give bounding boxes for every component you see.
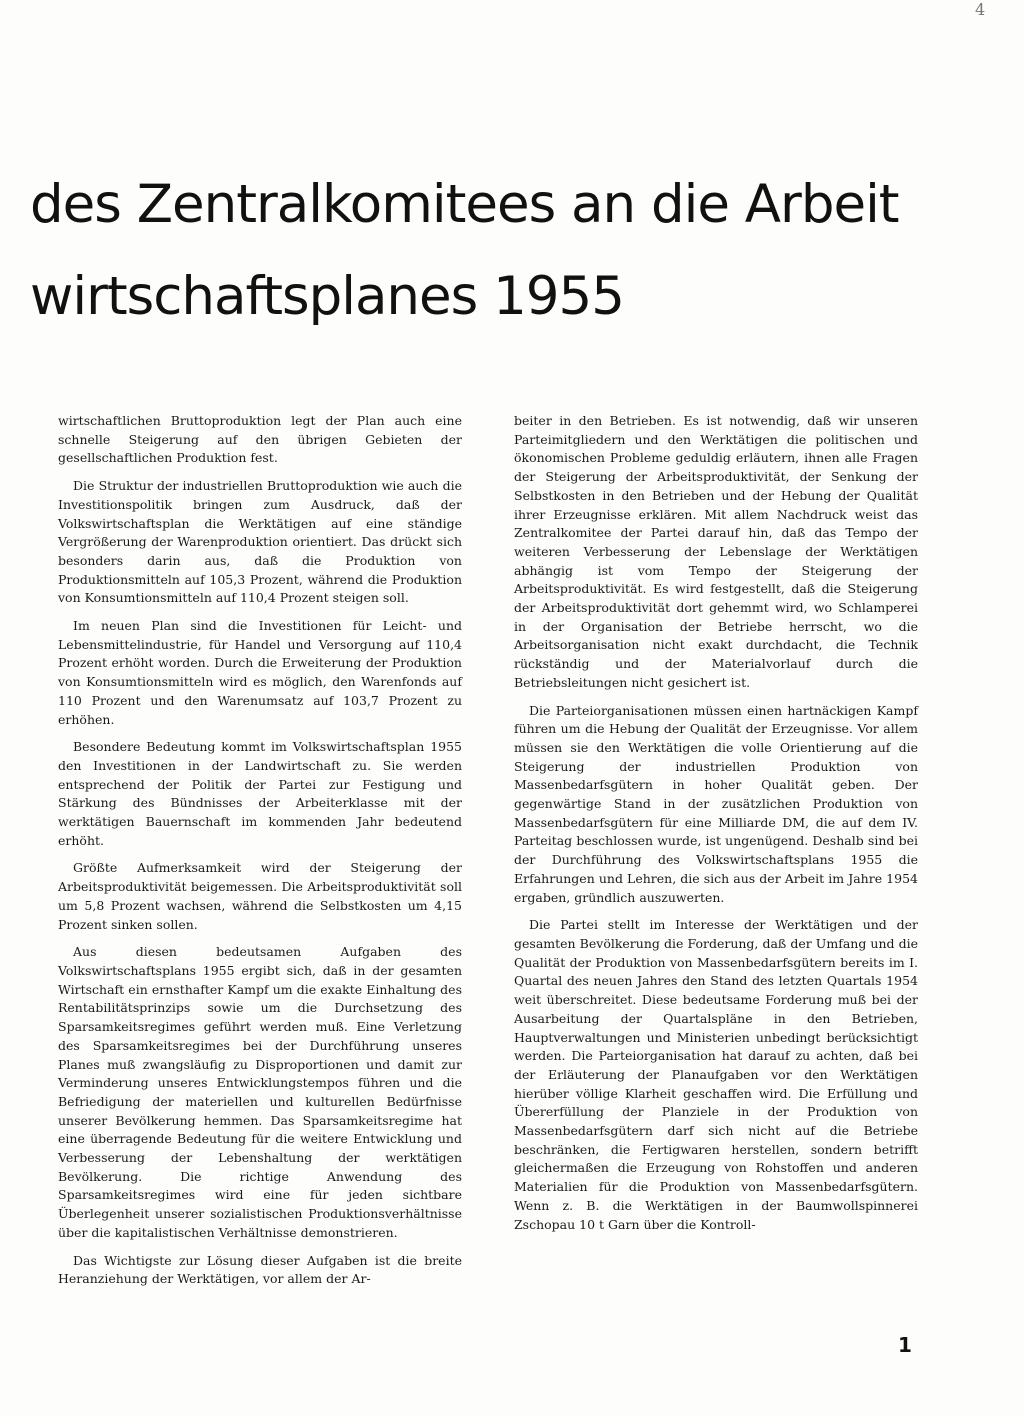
- page-number: 1: [898, 1333, 912, 1357]
- right-paragraph-2: Die Parteiorganisationen müssen einen hartnäckigen Kampf führen um die Hebung der Qualität der Erzeugnisse. Vor allem müssen sie den Werktätigen die volle Orientierung auf die Steigerung der industriellen Produktion von Massenbedarfsgütern in hoher Qualität geben. Der gegenwärtige Stand in der zusätzlichen Produktion von Massenbedarfsgütern für eine Milliarde DM, die auf dem IV. Parteitag beschlossen wurde, ist ungenügend. Deshalb sind bei der Durchführung des Volkswirtschaftsplans 1955 die Erfahrungen und Lehren, die sich aus der Arbeit im Jahre 1954 ergaben, gründlich auszuwerten.: [514, 702, 918, 905]
- left-paragraph-6: Aus diesen bedeutsamen Aufgaben des Volkswirtschaftsplans 1955 ergibt sich, daß in der gesamten Wirtschaft ein ernsthafter Kampf um die exakte Einhaltung des Rentabilitätsprinzips sowie um die Durchsetzung des Sparsamkeitsregimes geführt werden muß. Eine Verletzung des Sparsamkeitsregimes bei der Durchführung unseres Planes muß zwangsläufig zu Disproportionen und damit zur Verminderung unseres Entwicklungstempos führen und die Befriedigung der materiellen und kulturellen Bedürfnisse unserer Bevölkerung hemmen. Das Sparsamkeitsregime hat eine überragende Bedeutung für die weitere Entwicklung und Verbesserung der Lebenshaltung der werktätigen Bevölkerung. Die richtige Anwendung des Sparsamkeitsregimes wird eine für jeden sichtbare Überlegenheit unserer sozialistischen Produktionsverhältnisse über die kapitalistischen Verhältnisse demonstrieren.: [58, 944, 462, 1240]
- left-paragraph-4: Besondere Bedeutung kommt im Volkswirtschaftsplan 1955 den Investitionen in der Landwirtschaft zu. Sie werden entsprechend der Politik der Partei zur Festigung und Stärkung des Bündnisses der Arbeiterklasse mit der werktätigen Bauernschaft im kommenden Jahr bedeutend erhöht.: [58, 739, 462, 848]
- headline-line-2: wirtschaftsplanes 1955: [30, 266, 624, 327]
- right-paragraph-3: Die Partei stellt im Interesse der Werktätigen und der gesamten Bevölkerung die Forderung, daß der Umfang und die Qualität der Produktion von Massenbedarfsgütern bereits im I. Quartal des neuen Jahres den Stand des letzten Quartals 1954 weit überschreitet. Diese bedeutsame Forderung muß bei der Ausarbeitung der Quartalspläne in den Betrieben, Hauptverwaltungen und Ministerien unbedingt berücksichtigt werden. Die Parteiorganisation hat darauf zu achten, daß bei der Erläuterung der Planaufgaben vor den Werktätigen hierüber völlige Klarheit geschaffen wird. Die Erfüllung und Übererfüllung der Planziele in der Produktion von Massenbedarfsgütern darf sich nicht auf die Betriebe beschränken, die Fertigwaren herstellen, sondern betrifft gleichermaßen die Erzeugung von Rohstoffen und anderen Materialien für die Produktion von Massenbedarfsgütern. Wenn z. B. die Werktätigen in der Baumwollspinnerei Zschopau 10 t Garn über die Kontroll-: [514, 917, 918, 1232]
- right-paragraph-1: beiter in den Betrieben. Es ist notwendig, daß wir unseren Parteimitgliedern und den Werktätigen die politischen und ökonomischen Probleme geduldig erläutern, ihnen alle Fragen der Steigerung der Arbeitsproduktivität, der Senkung der Selbstkosten in den Betrieben und der Hebung der Qualität ihrer Erzeugnisse erklären. Mit allem Nachdruck weist das Zentralkomitee der Partei darauf hin, daß das Tempo der weiteren Verbesserung der Lebenslage der Werktätigen abhängig ist vom Tempo der Steigerung der Arbeitsproduktivität. Es wird festgestellt, daß die Steigerung der Arbeitsproduktivität dort gehemmt wird, wo Schlamperei in der Organisation der Betriebe herrscht, wo die Arbeitsorganisation nicht exakt durchdacht, die Technik rückständig und der Materialvorlauf durch die Betriebsleitungen nicht gesichert ist.: [514, 413, 918, 690]
- left-paragraph-7: Das Wichtigste zur Lösung dieser Aufgaben ist die breite Heranziehung der Werktätigen, vor allem der Ar-: [58, 1252, 462, 1287]
- left-paragraph-1: wirtschaftlichen Bruttoproduktion legt der Plan auch eine schnelle Steigerung auf den übrigen Gebieten der gesellschaftlichen Produktion fest.: [58, 413, 462, 466]
- left-paragraph-2: Die Struktur der industriellen Bruttoproduktion wie auch die Investitionspolitik bringen zum Ausdruck, daß der Volkswirtschaftsplan die Werktätigen auf eine ständige Vergrößerung der Warenproduktion orientiert. Das drückt sich besonders darin aus, daß die Produktion von Produktionsmitteln auf 105,3 Prozent, während die Produktion von Konsumtionsmitteln auf 110,4 Prozent steigen soll.: [58, 478, 462, 606]
- headline-line-1: des Zentralkomitees an die Arbeit: [30, 174, 899, 235]
- left-paragraph-5: Größte Aufmerksamkeit wird der Steigerung der Arbeitsproduktivität beigemessen. Die Arbeitsproduktivität soll um 5,8 Prozent wachsen, während die Selbstkosten um 4,15 Prozent sinken sollen.: [58, 860, 462, 932]
- left-paragraph-3: Im neuen Plan sind die Investitionen für Leicht- und Lebensmittelindustrie, für Handel und Versorgung auf 110,4 Prozent erhöht worden. Durch die Erweiterung der Produktion von Konsumtionsmitteln wird es möglich, den Warenfonds auf 110 Prozent und den Warenumsatz auf 103,7 Prozent zu erhöhen.: [58, 618, 462, 727]
- right-column: [514, 412, 918, 1243]
- corner-mark: 4: [975, 0, 986, 19]
- left-column: [58, 412, 462, 1298]
